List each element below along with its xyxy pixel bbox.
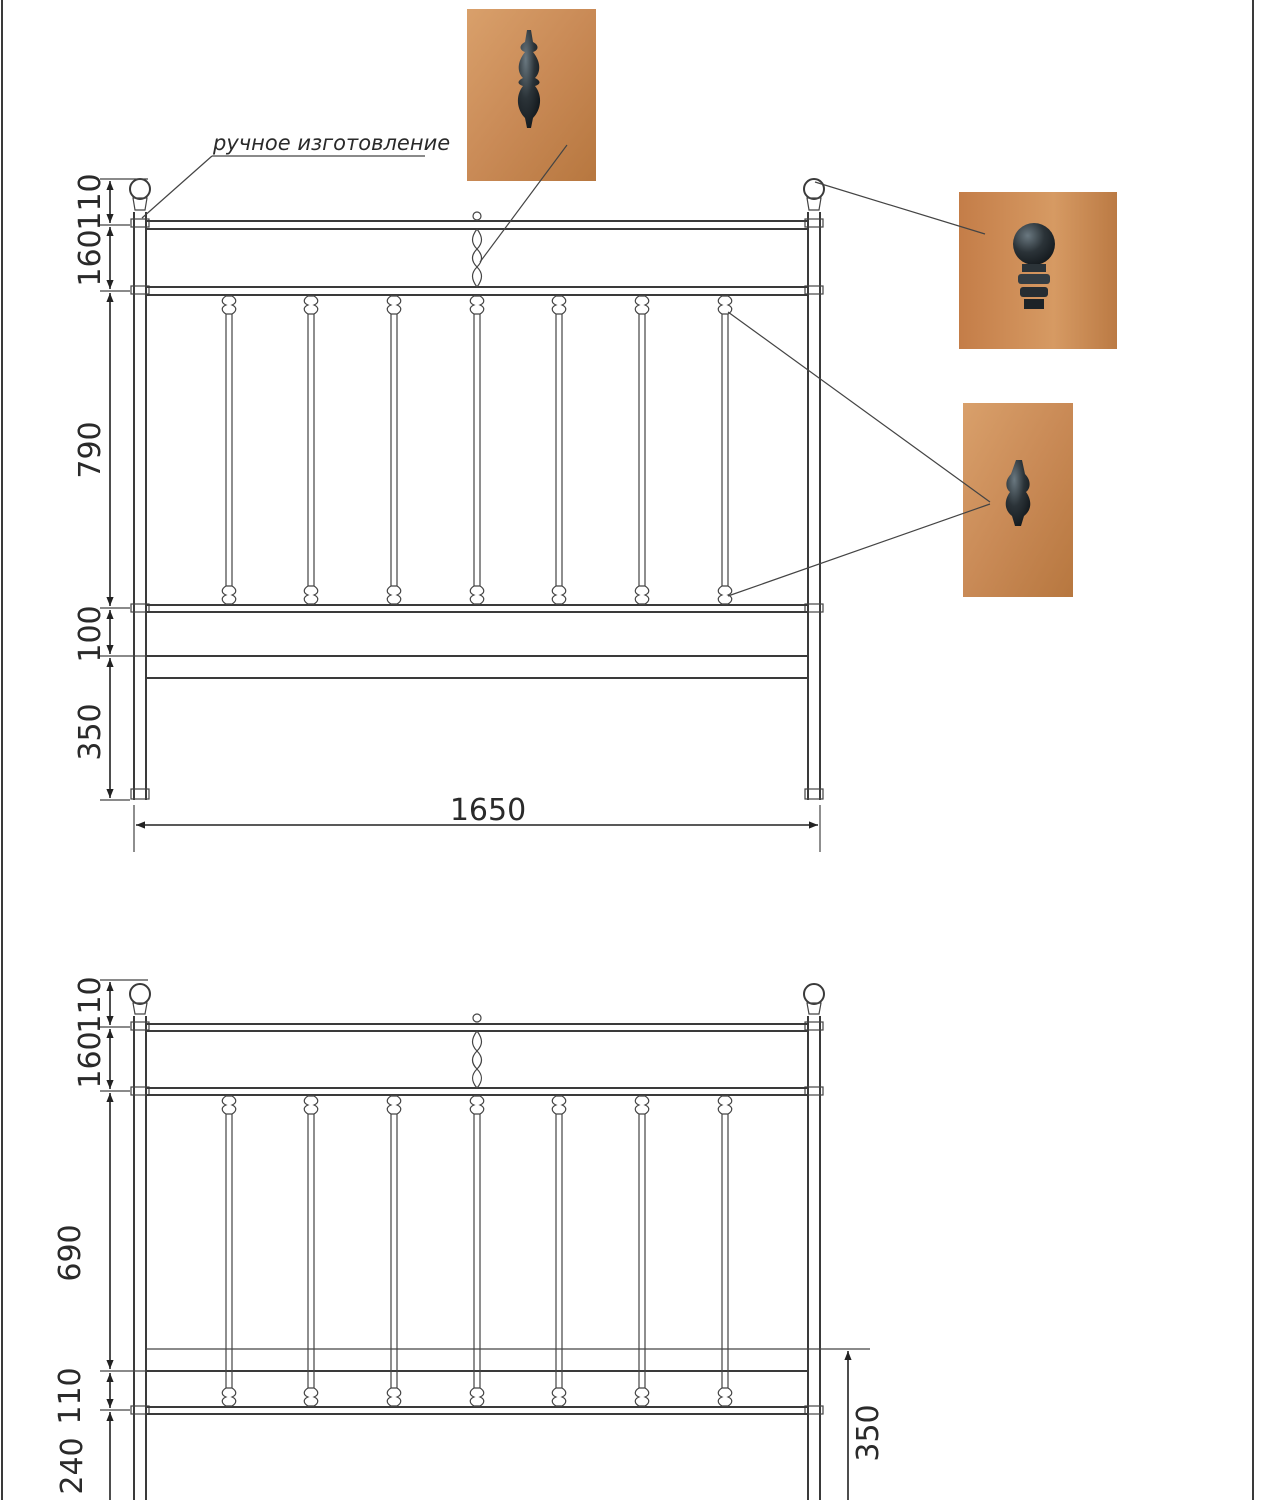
baluster-knuckle	[718, 1388, 732, 1406]
baluster-knuckle	[222, 1096, 236, 1114]
footboard-balusters	[222, 1096, 732, 1406]
headboard-base-panel	[146, 656, 808, 678]
headboard-dimensions	[73, 173, 820, 852]
dim-label-160: 160	[73, 1031, 108, 1089]
dim-label-110: 110	[73, 976, 108, 1034]
baluster-knuckle	[304, 1388, 318, 1406]
baluster-knuckle	[552, 296, 566, 314]
dim-label-160: 160	[73, 229, 108, 287]
baluster-knuckle	[304, 586, 318, 604]
baluster-knuckle	[718, 296, 732, 314]
headboard-left-finial	[130, 179, 150, 199]
baluster	[387, 296, 401, 604]
baluster-knuckle	[387, 586, 401, 604]
baluster	[222, 1096, 236, 1406]
baluster	[387, 1096, 401, 1406]
baluster-knuckle	[387, 1096, 401, 1114]
baluster-knuckle	[222, 1388, 236, 1406]
baluster	[552, 1096, 566, 1406]
dim-label-1650: 1650	[449, 793, 527, 828]
headboard-balusters	[222, 296, 732, 604]
headboard-center-ornament-right	[477, 229, 482, 287]
callout-leader	[142, 156, 212, 218]
finial-ring	[1018, 274, 1050, 284]
baluster	[718, 1096, 732, 1406]
finial-ring	[1022, 264, 1046, 272]
baluster	[222, 296, 236, 604]
photo-spear-collar	[728, 312, 1073, 597]
baluster-knuckle	[222, 586, 236, 604]
footboard-dimensions	[53, 976, 886, 1500]
footboard-left-finial	[130, 984, 150, 1004]
baluster-knuckle	[635, 586, 649, 604]
dim-label-110-lower: 110	[53, 1367, 88, 1425]
headboard-center-knob	[473, 212, 481, 220]
dim-label-110: 110	[73, 173, 108, 231]
headboard-right-finial	[804, 179, 824, 199]
footboard-elevation	[130, 984, 870, 1500]
baluster	[718, 296, 732, 604]
handmade-callout	[142, 131, 450, 218]
baluster-knuckle	[718, 1096, 732, 1114]
footboard-right-finial	[804, 984, 824, 1004]
dim-label-350: 350	[73, 703, 108, 761]
footboard-center-ornament	[473, 1031, 478, 1088]
dim-label-790: 790	[73, 421, 108, 479]
baluster-knuckle	[387, 296, 401, 314]
finial-ring	[1024, 299, 1044, 309]
baluster-knuckle	[304, 1096, 318, 1114]
baluster-knuckle	[222, 296, 236, 314]
baluster	[552, 296, 566, 604]
photo-leader-top	[728, 312, 990, 502]
dim-label-350-side: 350	[851, 1404, 886, 1462]
handmade-note: ручное изготовление	[213, 131, 451, 155]
finial-ring	[1020, 287, 1048, 297]
baluster-knuckle	[635, 1388, 649, 1406]
baluster-knuckle	[304, 296, 318, 314]
baluster	[635, 1096, 649, 1406]
baluster-knuckle	[470, 1096, 484, 1114]
headboard-elevation	[130, 179, 824, 800]
headboard-center-ornament	[473, 229, 478, 287]
baluster-knuckle	[552, 1388, 566, 1406]
ball-photo-shape	[1013, 223, 1055, 265]
dim-label-100: 100	[73, 605, 108, 663]
photo-ball-finial	[815, 182, 1117, 349]
baluster-knuckle	[635, 1096, 649, 1114]
baluster	[304, 1096, 318, 1406]
baluster	[304, 296, 318, 604]
baluster-knuckle	[552, 1096, 566, 1114]
baluster-knuckle	[552, 586, 566, 604]
footboard-center-ornament-right	[477, 1031, 482, 1088]
footboard-center-knob	[473, 1014, 481, 1022]
baluster	[635, 296, 649, 604]
baluster	[470, 1096, 484, 1406]
baluster	[470, 296, 484, 604]
baluster-knuckle	[635, 296, 649, 314]
baluster-knuckle	[387, 1388, 401, 1406]
baluster-knuckle	[470, 1388, 484, 1406]
dim-label-690: 690	[53, 1224, 88, 1282]
baluster-knuckle	[470, 296, 484, 314]
dim-label-240: 240	[55, 1437, 90, 1495]
photo-leader-bottom	[728, 504, 990, 596]
baluster-knuckle	[470, 586, 484, 604]
photo-baluster-turned	[467, 9, 596, 262]
